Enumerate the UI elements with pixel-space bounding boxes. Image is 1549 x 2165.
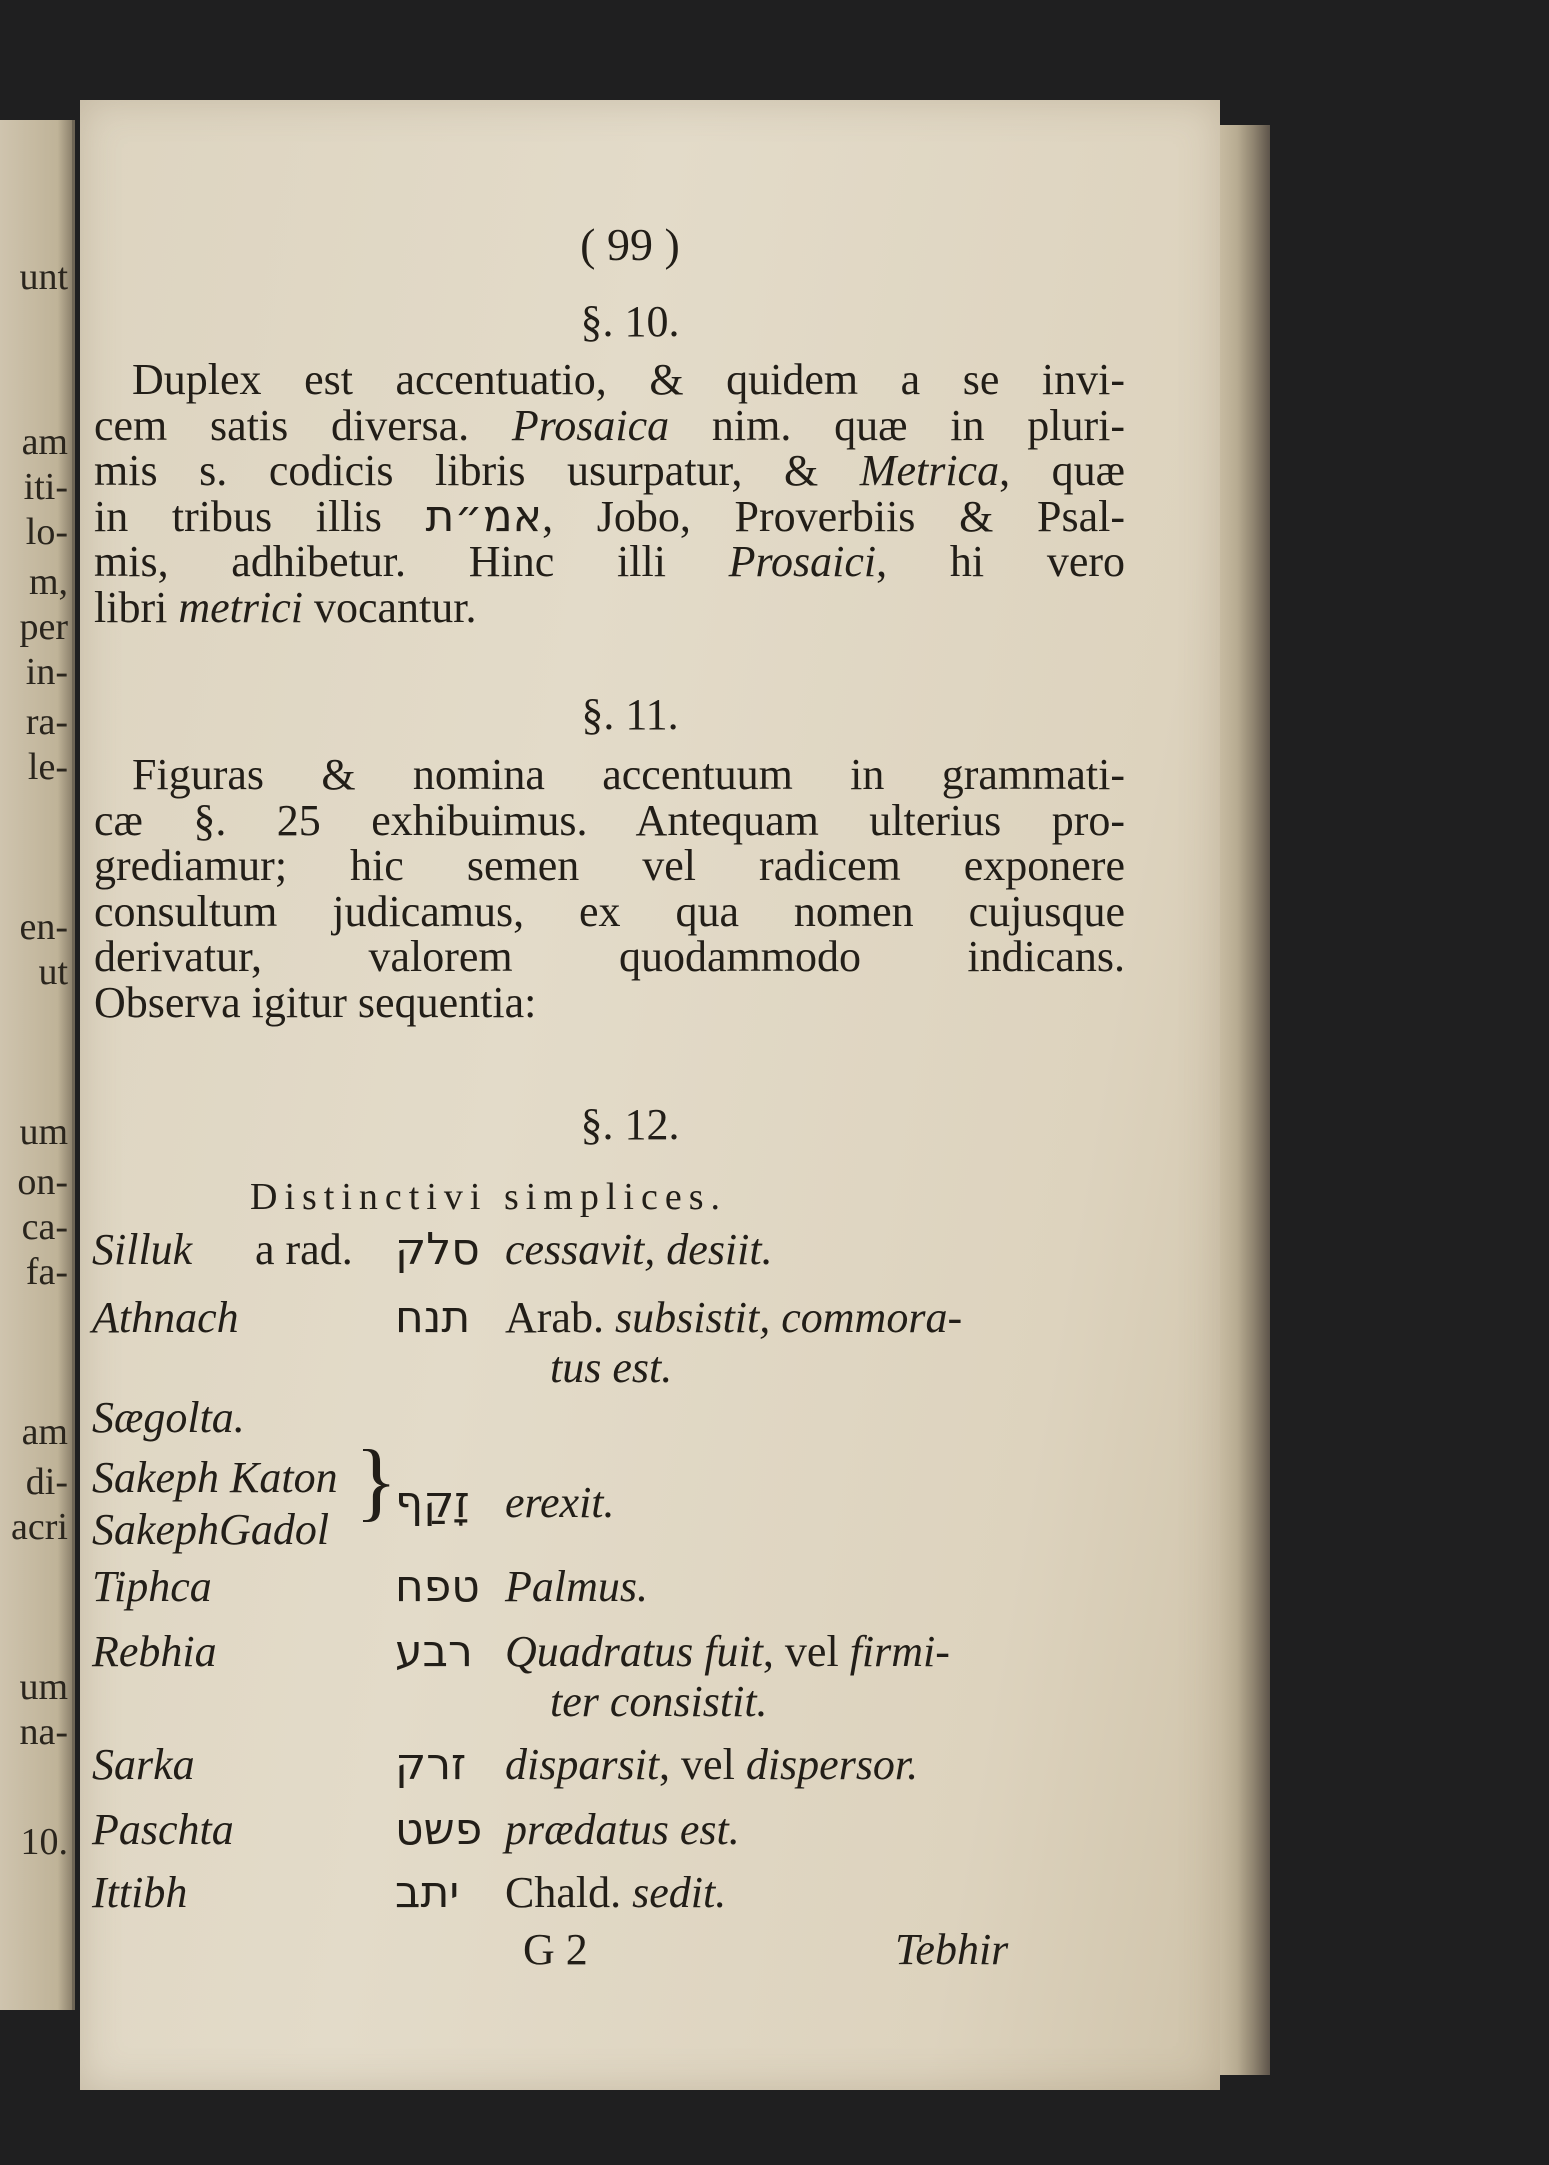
italic-run: prædatus est. — [505, 1805, 740, 1854]
accent-suffix: a rad. — [255, 1225, 353, 1274]
text-line — [94, 492, 1125, 542]
text-line — [94, 583, 476, 633]
left-page-fragment: on- — [17, 1161, 68, 1203]
accent-name: Athnach — [92, 1293, 239, 1342]
text-run: in tribus illis — [94, 491, 426, 541]
accent-meaning — [505, 1627, 950, 1677]
italic-run: Palmus. — [505, 1562, 648, 1611]
text-run: , vel — [659, 1740, 746, 1789]
left-page-fragment: lo- — [25, 511, 68, 553]
italic-run: firmi- — [849, 1627, 950, 1676]
accent-hebrew-root: זרק — [395, 1739, 467, 1790]
left-page-fragment: ut — [38, 951, 68, 993]
accent-hebrew-root: יתב — [395, 1867, 460, 1918]
text-line — [94, 932, 1125, 982]
italic-run: subsistit, commora- — [614, 1293, 963, 1342]
page-edge — [1215, 125, 1270, 2075]
accent-meaning — [505, 1740, 918, 1790]
accent-meaning — [550, 1677, 768, 1727]
left-page-fragment: di- — [25, 1461, 68, 1503]
text-line — [132, 355, 1125, 405]
accent-meaning — [505, 1805, 740, 1855]
hebrew-run: אמ״ת — [425, 490, 543, 542]
left-page-fragment: en- — [19, 906, 68, 948]
brace: } — [355, 1433, 398, 1530]
signature-mark: G 2 — [523, 1925, 588, 1974]
right-page — [80, 100, 1220, 2090]
accent-name: Tiphca — [92, 1562, 212, 1611]
text-run: mis, adhibetur. Hinc illi — [94, 537, 729, 586]
section-heading: §. 11. — [581, 690, 679, 739]
accent-name: Sarka — [92, 1740, 195, 1789]
accent-name: Rebhia — [92, 1627, 217, 1676]
text-run: mis s. codicis libris usurpatur, & — [94, 446, 860, 495]
text-run: libri — [94, 582, 179, 632]
left-page-fragment: iti- — [23, 466, 68, 508]
left-page-fragment: acri — [11, 1506, 68, 1548]
accent-meaning — [505, 1868, 726, 1918]
left-page-fragment: am — [21, 421, 68, 463]
accent-meaning — [505, 1225, 773, 1275]
italic-run: metrici — [178, 582, 303, 632]
section-heading: §. 10. — [580, 297, 680, 346]
text-run: Chald. — [505, 1868, 633, 1917]
text-run: Observa igitur sequentia: — [94, 977, 537, 1027]
italic-run: Metrica — [859, 446, 1000, 495]
left-page-fragment: ca- — [21, 1206, 68, 1248]
left-page-fragment: in- — [25, 651, 68, 693]
text-run: derivatur, valorem quodammodo indicans. — [94, 932, 1125, 981]
left-page-fragment: am — [21, 1411, 68, 1453]
text-run: , Jobo, Proverbiis & Psal- — [542, 491, 1125, 541]
catchword: Tebhir — [895, 1925, 1009, 1974]
text-line — [132, 750, 1125, 800]
left-page-fragment: m, — [28, 561, 68, 603]
left-page-fragment: um — [19, 1666, 68, 1708]
accent-hebrew-root: רבע — [395, 1626, 473, 1677]
left-page-fragment: um — [19, 1111, 68, 1153]
accent-hebrew-root: סלק — [395, 1224, 480, 1275]
accent-meaning — [505, 1562, 648, 1612]
accent-meaning — [550, 1343, 672, 1393]
left-page-fragment: fa- — [25, 1251, 68, 1293]
left-page-fragment: na- — [19, 1711, 68, 1753]
left-page-fragment: per — [19, 606, 68, 648]
text-run: , vel — [762, 1627, 850, 1676]
page-number: ( 99 ) — [580, 219, 680, 270]
italic-run: dispersor. — [745, 1740, 919, 1789]
text-line — [94, 796, 1125, 846]
text-run: , hi vero — [876, 537, 1126, 586]
accent-name: Ittibh — [92, 1868, 188, 1917]
sakeph-hebrew: זָקַף — [395, 1477, 470, 1528]
italic-run: disparsit — [505, 1740, 660, 1789]
text-run: consultum judicamus, ex qua nomen cujusque — [94, 886, 1125, 936]
accent-name: Sægolta. — [92, 1393, 245, 1442]
left-page-fragment: 10. — [20, 1821, 68, 1863]
accent-name: Silluk — [92, 1225, 193, 1274]
text-run: Arab. — [505, 1293, 615, 1342]
text-line — [94, 978, 536, 1028]
italic-run: Prosaici — [728, 537, 877, 586]
text-run: grediamur; hic semen vel radicem exponere — [94, 841, 1125, 890]
accent-name: Paschta — [92, 1805, 234, 1854]
text-run: Figuras & nomina accentuum in grammati- — [132, 750, 1125, 799]
left-page-fragment: unt — [19, 256, 68, 298]
text-line — [94, 401, 1125, 451]
accent-hebrew-root: תנח — [395, 1292, 471, 1343]
italic-run: ter consistit. — [550, 1677, 768, 1726]
italic-run: cessavit, desiit. — [505, 1225, 773, 1274]
text-line — [94, 446, 1125, 496]
accent-meaning — [505, 1293, 962, 1343]
sakeph-meaning: erexit. — [505, 1478, 615, 1527]
text-run: Duplex est accentuatio, & quidem a se invi- — [132, 355, 1125, 404]
text-run: nim. quæ in pluri- — [669, 400, 1125, 450]
text-line — [94, 537, 1125, 587]
accent-name: Sakeph Katon — [92, 1453, 338, 1502]
italic-run: sedit. — [632, 1868, 727, 1917]
text-run: vocantur. — [302, 582, 477, 632]
accent-hebrew-root: פשט — [395, 1804, 483, 1855]
section-12-heading: §. 12. — [580, 1100, 680, 1149]
accent-hebrew-root: טפח — [395, 1561, 480, 1612]
italic-run: tus est. — [550, 1343, 673, 1392]
italic-run: Quadratus fuit — [505, 1627, 763, 1676]
italic-run: Prosaica — [511, 400, 670, 450]
text-line — [94, 887, 1125, 937]
table-title: Distinctivi simplices. — [250, 1176, 727, 1218]
text-run: , quæ — [999, 446, 1126, 495]
text-line — [94, 841, 1125, 891]
text-run: cæ §. 25 exhibuimus. Antequam ulterius pro- — [94, 795, 1125, 845]
accent-name: SakephGadol — [92, 1505, 330, 1554]
text-run: cem satis diversa. — [94, 400, 512, 450]
left-page-fragment: le- — [27, 746, 68, 788]
left-page-fragment: ra- — [25, 701, 68, 743]
